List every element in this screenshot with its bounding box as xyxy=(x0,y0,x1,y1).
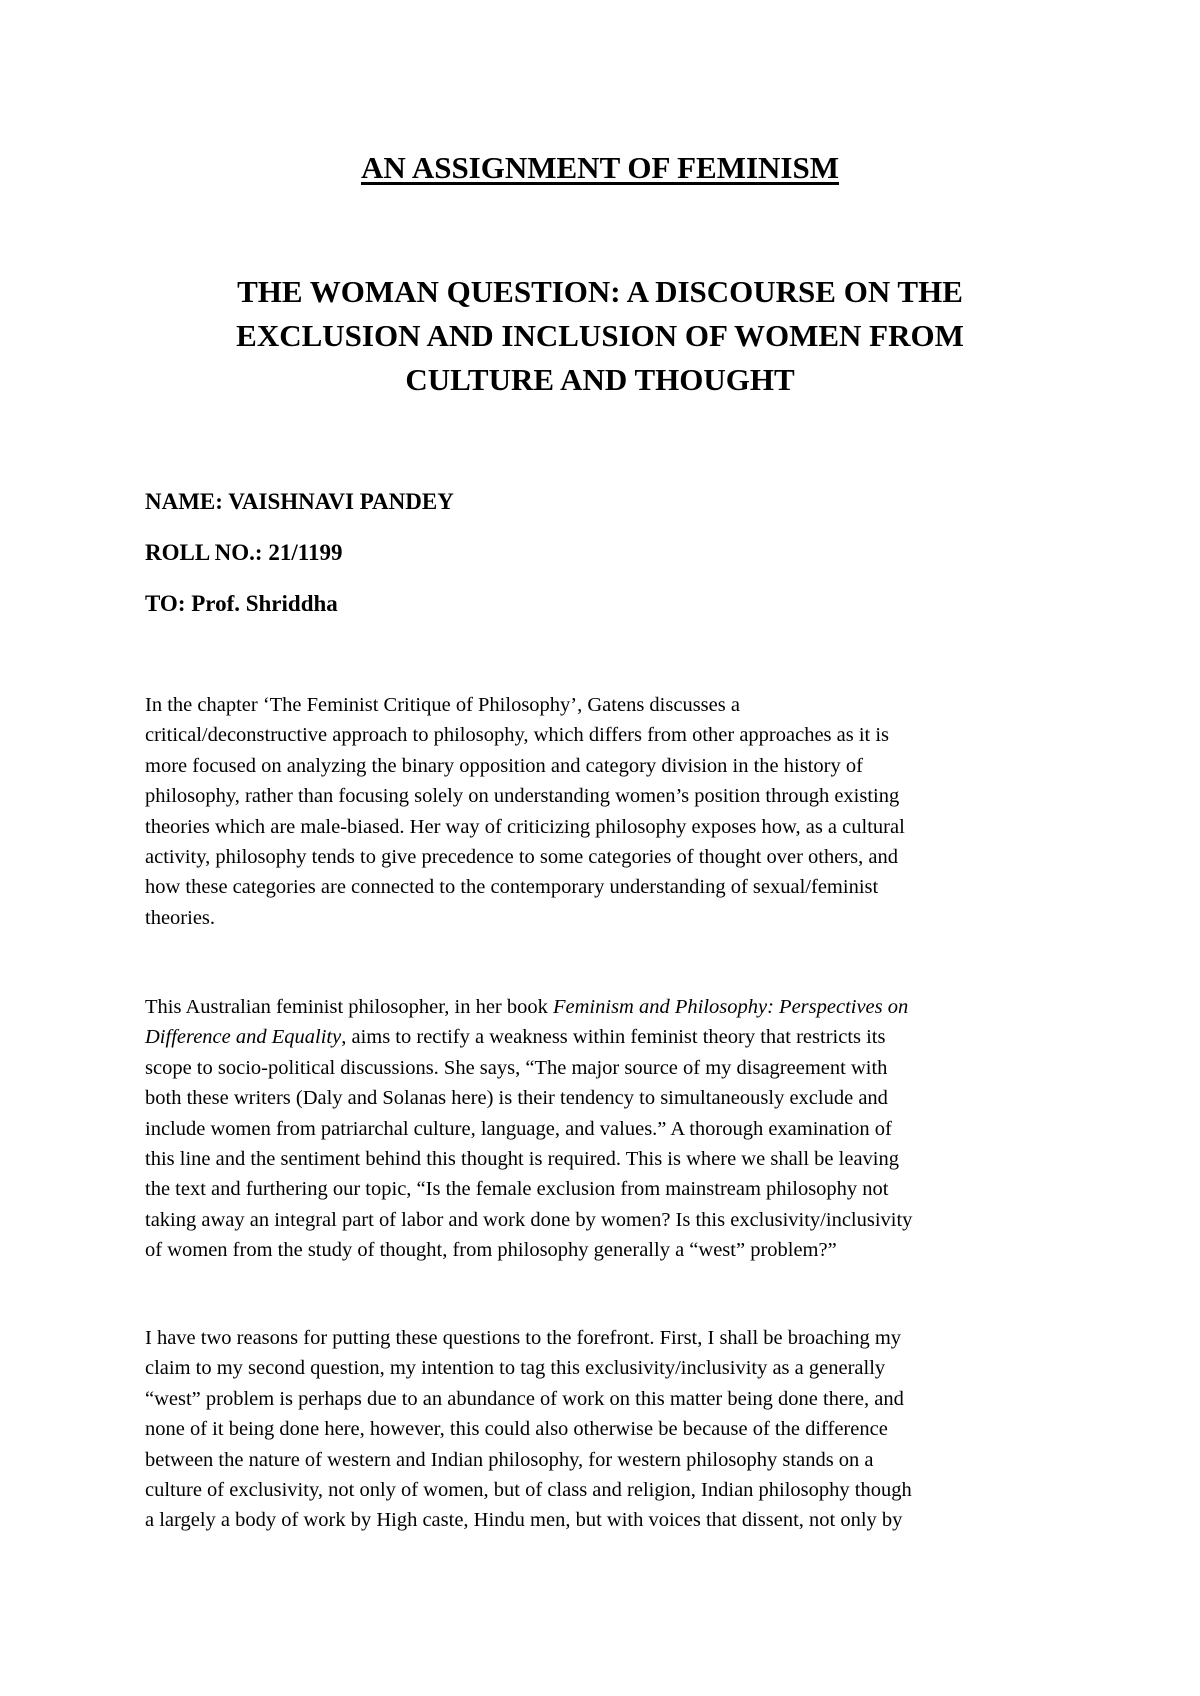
paragraph-line: taking away an integral part of labor and work done by women? Is this exclusivity/inclusivity xyxy=(145,1208,913,1231)
paragraph-line: how these categories are connected to the contemporary understanding of sexual/feminist xyxy=(145,876,879,899)
paragraph-line: of women from the study of thought, from philosophy generally a “west” problem?” xyxy=(145,1239,837,1262)
essay-title-line: CULTURE AND THOUGHT xyxy=(405,362,795,397)
book-title: Feminism and Philosophy: Perspectives on xyxy=(553,996,909,1018)
paragraph-line: include women from patriarchal culture, language, and values.” A thorough examination of xyxy=(145,1117,892,1140)
paragraph-3 xyxy=(145,1323,1085,1536)
paragraph-line: between the nature of western and Indian philosophy, for western philosophy stands on a xyxy=(145,1448,874,1471)
paragraph-text: This Australian feminist philosopher, in her book xyxy=(145,996,553,1018)
paragraph-line: both these writers (Daly and Solanas here) is their tendency to simultaneously exclude and xyxy=(145,1087,888,1110)
paragraph-line: I have two reasons for putting these questions to the forefront. First, I shall be broaching my xyxy=(145,1327,902,1349)
paragraph-line: In the chapter ‘The Feminist Critique of Philosophy’, Gatens discusses a xyxy=(145,694,740,716)
paragraph-line xyxy=(145,992,1085,1022)
essay-title-line: THE WOMAN QUESTION: A DISCOURSE ON THE xyxy=(237,274,963,309)
paragraph-line: the text and furthering our topic, “Is the female exclusion from mainstream philosophy not xyxy=(145,1178,889,1201)
paragraph-line: activity, philosophy tends to give precedence to some categories of thought over others, and xyxy=(145,846,898,869)
paragraph-line: claim to my second question, my intention to tag this exclusivity/inclusivity as a generally xyxy=(145,1357,886,1380)
paragraph-line: more focused on analyzing the binary opposition and category division in the history of xyxy=(145,754,863,777)
roll-number: ROLL NO.: 21/1199 xyxy=(145,540,343,565)
essay-title xyxy=(120,270,1080,402)
student-name: NAME: VAISHNAVI PANDEY xyxy=(145,489,454,514)
assignment-title: AN ASSIGNMENT OF FEMINISM xyxy=(361,150,839,185)
paragraph-line: philosophy, rather than focusing solely on understanding women’s position through existing xyxy=(145,785,900,808)
book-title: Difference and Equality xyxy=(145,1026,342,1049)
recipient: TO: Prof. Shriddha xyxy=(145,591,338,616)
paragraph-2 xyxy=(145,992,1085,1266)
paragraph-line: “west” problem is perhaps due to an abundance of work on this matter being done there, and xyxy=(145,1387,904,1410)
paragraph-line: theories. xyxy=(145,906,216,929)
paragraph-line: critical/deconstructive approach to philosophy, which differs from other approaches as it is xyxy=(145,724,890,747)
paragraph-line: scope to socio-political discussions. She says, “The major source of my disagreement with xyxy=(145,1056,888,1079)
paragraph-line: this line and the sentiment behind this thought is required. This is where we shall be leaving xyxy=(145,1148,899,1171)
paragraph-text: , aims to rectify a weakness within feminist theory that restricts its xyxy=(341,1026,886,1049)
paragraph-line: culture of exclusivity, not only of women, but of class and religion, Indian philosophy though xyxy=(145,1479,912,1502)
paragraph-line: theories which are male-biased. Her way of criticizing philosophy exposes how, as a cultural xyxy=(145,815,905,838)
paragraph-line: a largely a body of work by High caste, Hindu men, but with voices that dissent, not only by xyxy=(145,1509,903,1532)
paragraph-1 xyxy=(145,690,1085,933)
paragraph-line xyxy=(145,1022,1085,1052)
essay-title-line: EXCLUSION AND INCLUSION OF WOMEN FROM xyxy=(236,318,964,353)
paragraph-line: none of it being done here, however, this could also otherwise be because of the difference xyxy=(145,1418,888,1441)
